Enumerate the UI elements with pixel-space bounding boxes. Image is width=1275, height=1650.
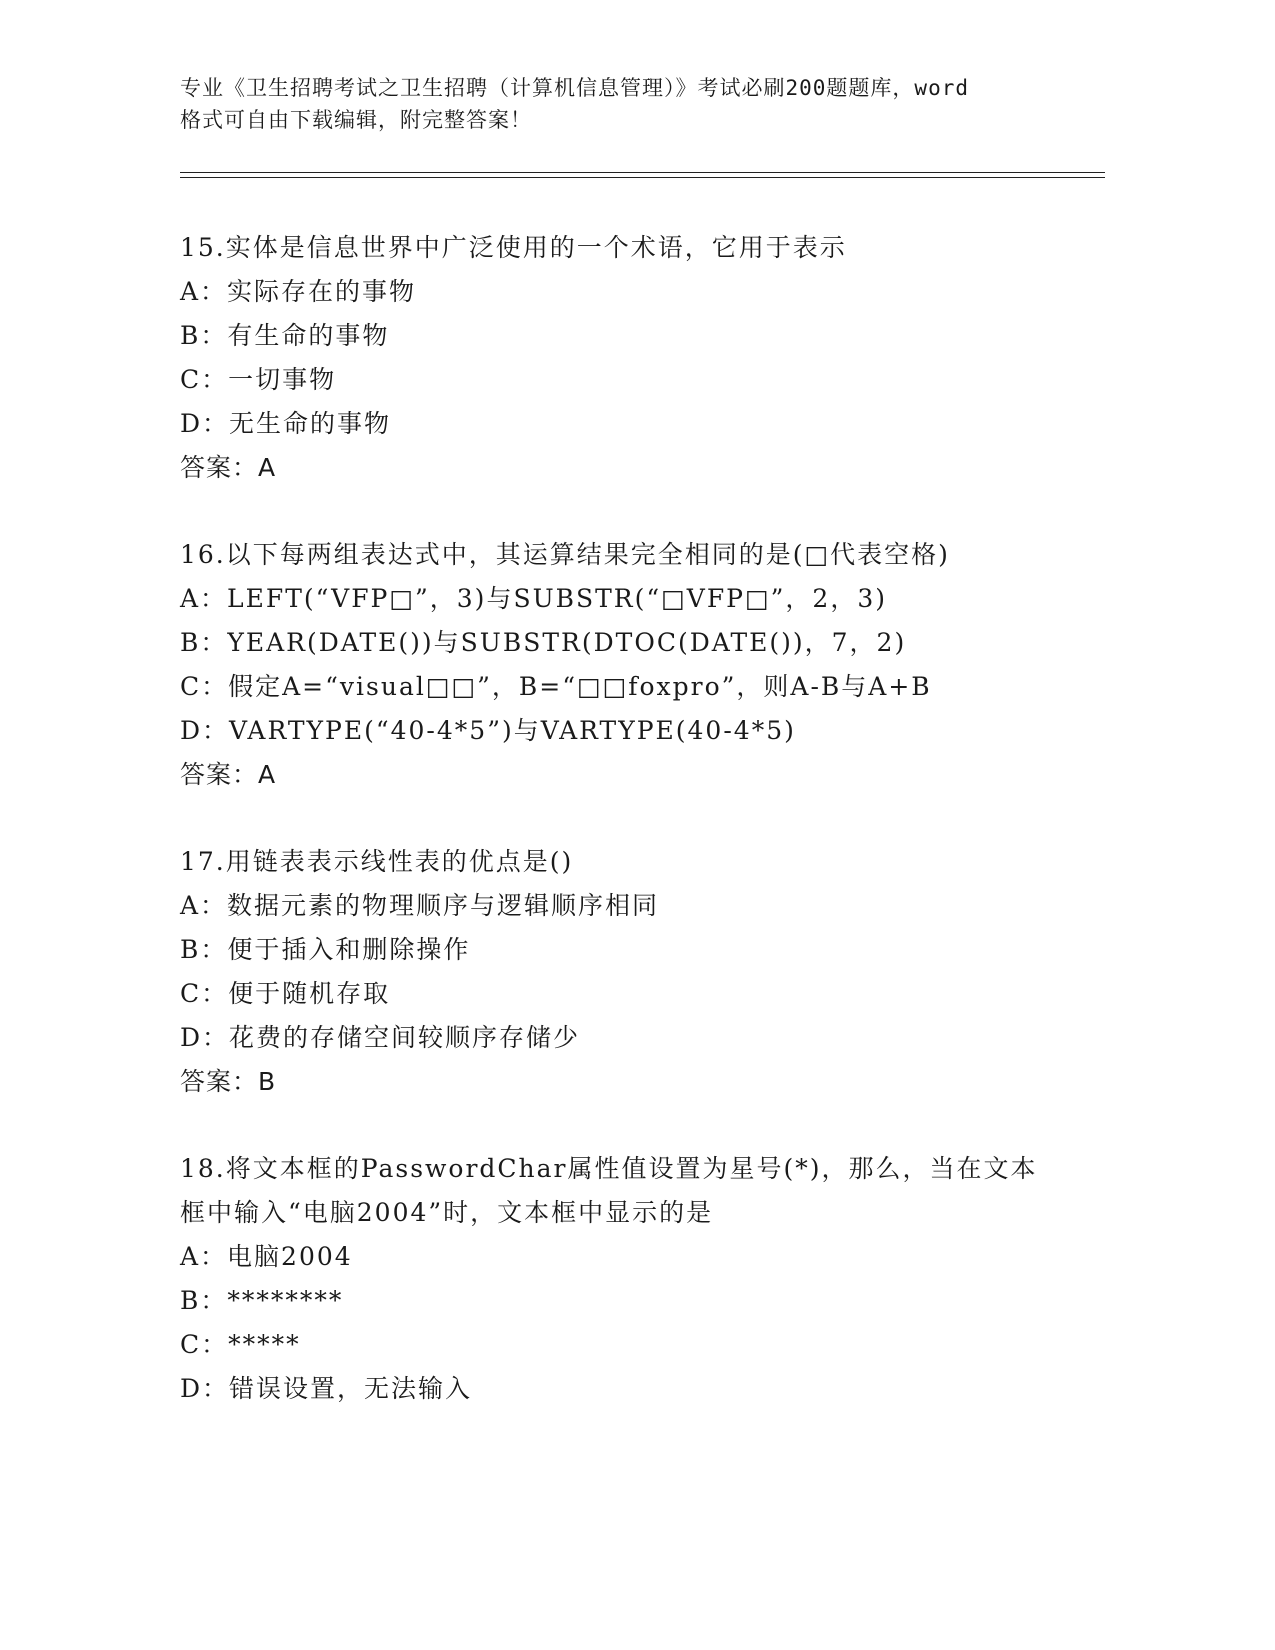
header-line-2: 格式可自由下载编辑，附完整答案！: [180, 108, 532, 132]
option-b: B：********: [180, 1286, 344, 1315]
option-c: C：一切事物: [180, 365, 337, 394]
question-stem: 16.以下每两组表达式中，其运算结果完全相同的是(□代表空格): [180, 540, 950, 569]
question-16: [180, 533, 1080, 797]
question-list: [180, 226, 1080, 1454]
option-b: B：有生命的事物: [180, 321, 390, 350]
header-line-1: 专业《卫生招聘考试之卫生招聘（计算机信息管理）》考试必刷200题题库，word: [180, 76, 969, 100]
option-a: A：电脑2004: [180, 1242, 353, 1271]
option-a: A：LEFT(“VFP□”，3)与SUBSTR(“□VFP□”，2，3): [180, 584, 887, 613]
question-stem: 18.将文本框的PasswordChar属性值设置为星号(*)，那么，当在文本 框中输入“电脑2004”时，文本框中显示的是: [180, 1154, 1038, 1227]
answer-line: 答案：A: [180, 453, 277, 482]
option-c: C：便于随机存取: [180, 979, 391, 1008]
question-18: [180, 1147, 1080, 1411]
option-c: C：假定A=“visual□□”，B=“□□foxpro”，则A-B与A+B: [180, 672, 932, 701]
option-d: D：VARTYPE(“40-4*5”)与VARTYPE(40-4*5): [180, 716, 796, 745]
option-d: D：无生命的事物: [180, 409, 392, 438]
option-b: B：YEAR(DATE())与SUBSTR(DTOC(DATE())，7，2): [180, 628, 907, 657]
answer-line: 答案：A: [180, 760, 277, 789]
question-17: [180, 840, 1080, 1104]
option-a: A：实际存在的事物: [180, 277, 417, 306]
question-stem: 15.实体是信息世界中广泛使用的一个术语，它用于表示: [180, 233, 847, 262]
option-d: D：花费的存储空间较顺序存储少: [180, 1023, 581, 1052]
option-b: B：便于插入和删除操作: [180, 935, 471, 964]
question-stem: 17.用链表表示线性表的优点是(): [180, 847, 574, 876]
header-divider-bottom: [180, 177, 1105, 178]
header-divider-top: [180, 172, 1105, 173]
option-d: D：错误设置，无法输入: [180, 1374, 473, 1403]
question-15: [180, 226, 1080, 490]
option-c: C：*****: [180, 1330, 301, 1359]
option-a: A：数据元素的物理顺序与逻辑顺序相同: [180, 891, 660, 920]
document-header: [180, 72, 1060, 136]
answer-line: 答案：B: [180, 1067, 277, 1096]
